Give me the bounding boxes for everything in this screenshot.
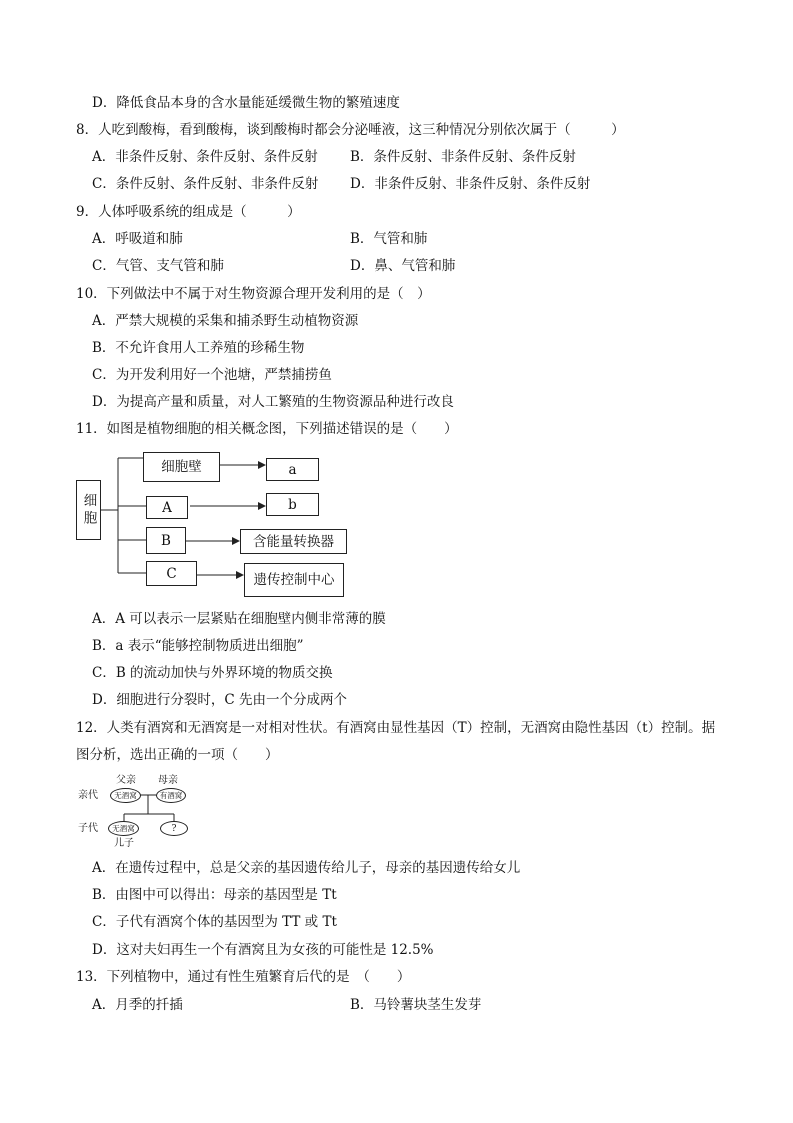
box-a: a (266, 458, 319, 481)
q8-option-d: D．非条件反射、非条件反射、条件反射 (350, 176, 591, 192)
q11-stem: 11．如图是植物细胞的相关概念图，下列描述错误的是（ ） (76, 421, 458, 437)
q8-option-c: C．条件反射、条件反射、非条件反射 (92, 176, 319, 192)
q10-option-b: B．不允许食用人工养殖的珍稀生物 (92, 340, 305, 356)
mother-dimple-oval: 有酒窝 (156, 788, 186, 803)
q9-option-d: D．鼻、气管和肺 (350, 258, 456, 274)
q11-option-d: D．细胞进行分裂时，C 先由一个分成两个 (92, 692, 347, 708)
q12-stem-line1: 12．人类有酒窝和无酒窝是一对相对性状。有酒窝由显性基因（T）控制，无酒窝由隐性基因（t）控制。据 (76, 720, 716, 736)
box-C: C (146, 561, 197, 586)
q11-option-c: C．B 的流动加快与外界环境的物质交换 (92, 665, 333, 681)
father-label: 父亲 (116, 775, 136, 786)
box-b: b (266, 493, 319, 516)
cell-wall-box: 细胞壁 (143, 452, 220, 482)
parents-generation-label: 亲代 (78, 790, 98, 801)
son-label: 儿子 (114, 838, 134, 849)
q10-stem: 10．下列做法中不属于对生物资源合理开发利用的是（ ） (76, 286, 431, 302)
q12-option-c: C．子代有酒窝个体的基因型为 TT 或 Tt (92, 914, 337, 930)
mother-label: 母亲 (158, 775, 178, 786)
q11-option-a: A．A 可以表示一层紧贴在细胞壁内侧非常薄的膜 (92, 611, 386, 627)
cell-root-box: 细胞 (76, 480, 101, 540)
q9-option-b: B．气管和肺 (350, 231, 428, 247)
q7-option-d: D．降低食品本身的含水量能延缓微生物的繁殖速度 (92, 95, 400, 111)
box-A: A (146, 496, 188, 519)
energy-converter-box: 含能量转换器 (240, 529, 347, 554)
q12-option-d: D．这对夫妇再生一个有酒窝且为女孩的可能性是 12.5% (92, 942, 434, 958)
q8-option-a: A．非条件反射、条件反射、条件反射 (92, 149, 318, 165)
q12-option-b: B．由图中可以得出：母亲的基因型是 Tt (92, 887, 337, 903)
q13-option-a: A．月季的扦插 (92, 997, 183, 1013)
q9-option-a: A．呼吸道和肺 (92, 231, 183, 247)
q10-option-d: D．为提高产量和质量，对人工繁殖的生物资源品种进行改良 (92, 394, 454, 410)
q10-option-a: A．严禁大规模的采集和捕杀野生动植物资源 (92, 313, 359, 329)
q11-option-b: B．a 表示“能够控制物质进出细胞” (92, 638, 304, 654)
father-no-dimple-oval: 无酒窝 (110, 788, 141, 803)
q8-stem: 8．人吃到酸梅，看到酸梅，谈到酸梅时都会分泌唾液，这三种情况分别依次属于（ ） (76, 122, 625, 138)
genetic-control-center-box: 遗传控制中心 (244, 563, 344, 597)
box-B: B (146, 527, 186, 554)
unknown-child-oval: ? (160, 821, 188, 836)
q12-stem-line2: 图分析，选出正确的一项（ ） (76, 747, 279, 763)
q10-option-c: C．为开发利用好一个池塘，严禁捕捞鱼 (92, 367, 332, 383)
q8-option-b: B．条件反射、非条件反射、条件反射 (350, 149, 576, 165)
offspring-generation-label: 子代 (78, 823, 98, 834)
son-no-dimple-oval: 无酒窝 (108, 821, 139, 836)
q9-stem: 9．人体呼吸系统的组成是（ ） (76, 204, 301, 220)
q13-option-b: B．马铃薯块茎生发芽 (350, 997, 482, 1013)
q9-option-c: C．气管、支气管和肺 (92, 258, 224, 274)
q13-stem: 13．下列植物中，通过有性生殖繁育后代的是 （ ） (76, 969, 411, 985)
q12-option-a: A．在遗传过程中，总是父亲的基因遗传给儿子，母亲的基因遗传给女儿 (92, 860, 521, 876)
